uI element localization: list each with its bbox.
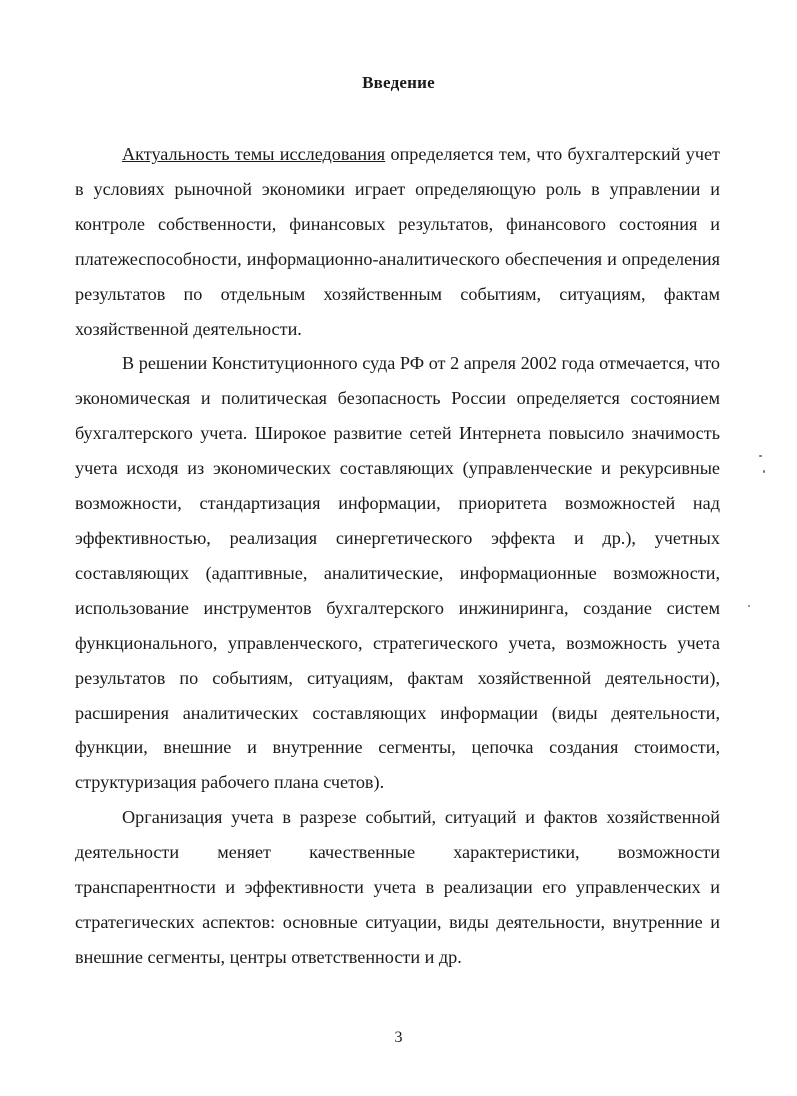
- scan-speck: [763, 470, 765, 473]
- scan-speck: [759, 455, 762, 457]
- paragraph-accounting-organization: Организация учета в разрезе событий, ситуаций и фактов хозяйственной деятельности меняет качественные характеристики, возможности транспарентности и эффективности учета в реализации его управленческих и стратегических аспектов: основные ситуации, виды деятельности, внутренние и внешние сегменты, центры ответственности и др.: [75, 807, 720, 967]
- relevance-text: определяется тем, что бухгалтерский учет в условиях рыночной экономики играет определяющую роль в управлении и контроле собственности, финансовых результатов, финансового состояния и платежеспособности, информационно-аналитического обеспечения и определения результатов по отдельным хозяйственным событиям, ситуациям, фактам хозяйственной деятельности.: [75, 144, 720, 339]
- relevance-heading-phrase: Актуальность темы исследования: [122, 144, 386, 164]
- paragraph-constitutional-court: В решении Конституционного суда РФ от 2 апреля 2002 года отмечается, что экономическая и политическая безопасность России определяется состоянием бухгалтерского учета. Широкое развитие сетей Интернета повысило значимость учета исходя из экономических составляющих (управленческие и рекурсивные возможности, стандартизация информации, приоритета возможностей над эффективностью, реализация синергетического эффекта и др.), учетных составляющих (адаптивные, аналитические, информационные возможности, использование инструментов бухгалтерского инжиниринга, создание систем функционального, управленческого, стратегического учета, возможность учета результатов по событиям, ситуациям, фактам хозяйственной деятельности), расширения аналитических составляющих информации (виды деятельности, функции, внешние и внутренние сегменты, цепочка создания стоимости, структуризация рабочего плана счетов).: [75, 353, 720, 793]
- body-text: [75, 137, 720, 975]
- scan-speck: [748, 605, 750, 607]
- page-number: 3: [394, 1029, 403, 1046]
- page-title: Введение: [362, 73, 435, 92]
- paragraph-relevance: [75, 137, 720, 346]
